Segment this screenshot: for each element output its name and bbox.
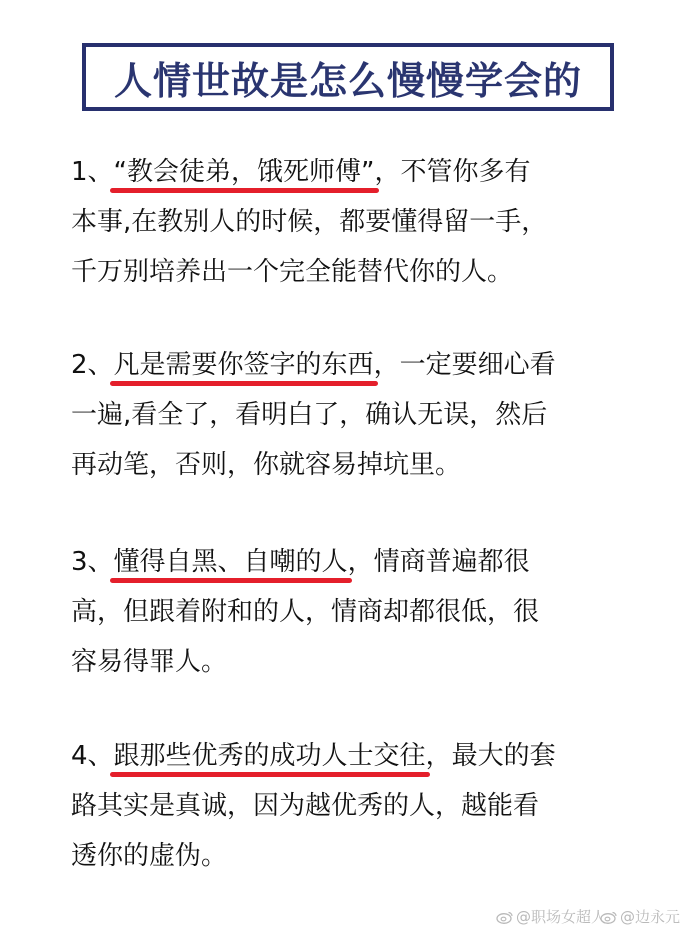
watermark-left bbox=[496, 906, 606, 927]
item-line-1 bbox=[71, 731, 636, 781]
list-item bbox=[71, 147, 636, 297]
highlight-phrase bbox=[114, 147, 375, 197]
watermark-right bbox=[600, 906, 680, 927]
item-line-2: 本事,在教别人的时候，都要懂得留一手， bbox=[71, 207, 548, 237]
item-number: 3、 bbox=[71, 547, 114, 577]
item-line-1-rest: ，一定要细心看 bbox=[373, 350, 556, 380]
highlight-text: 凡是需要你签字的东西 bbox=[113, 350, 374, 380]
list-item bbox=[71, 537, 636, 687]
highlight-text: 跟那些优秀的成功人士交往 bbox=[113, 741, 426, 771]
item-line-2: 一遍,看全了，看明白了，确认无误，然后 bbox=[71, 400, 548, 430]
highlight-phrase bbox=[114, 537, 348, 587]
item-line-3: 容易得罪人。 bbox=[71, 647, 228, 677]
item-line-2: 路其实是真诚，因为越优秀的人，越能看 bbox=[71, 791, 540, 821]
item-line-1 bbox=[71, 537, 636, 587]
highlight-text: “教会徒弟，饿死师傅” bbox=[113, 157, 375, 187]
item-line-3: 千万别培养出一个完全能替代你的人。 bbox=[71, 257, 514, 287]
red-underline bbox=[110, 578, 352, 583]
item-line-3: 透你的虚伪。 bbox=[71, 841, 228, 871]
red-underline bbox=[110, 772, 430, 777]
highlight-text: 懂得自黑、自嘲的人 bbox=[113, 547, 348, 577]
item-number: 4、 bbox=[71, 741, 114, 771]
item-number: 1、 bbox=[71, 157, 114, 187]
watermark-right-text: @边永元 bbox=[620, 908, 681, 926]
weibo-icon bbox=[600, 910, 618, 924]
highlight-phrase bbox=[114, 340, 374, 390]
item-line-2: 高，但跟着附和的人，情商却都很低，很 bbox=[71, 597, 540, 627]
item-line-1 bbox=[71, 147, 636, 197]
item-line-1-rest: ，情商普遍都很 bbox=[347, 547, 530, 577]
item-line-3: 再动笔，否则，你就容易掉坑里。 bbox=[71, 450, 462, 480]
weibo-icon bbox=[496, 910, 514, 924]
item-line-1 bbox=[71, 340, 636, 390]
watermark-left-text: @职场女超人 bbox=[516, 908, 607, 926]
item-number: 2、 bbox=[71, 350, 114, 380]
highlight-phrase bbox=[114, 731, 426, 781]
item-line-1-rest: ，最大的套 bbox=[425, 741, 556, 771]
page-title: 人情世故是怎么慢慢学会的 bbox=[113, 58, 582, 103]
red-underline bbox=[110, 188, 379, 193]
list-item bbox=[71, 340, 636, 490]
item-line-1-rest: ，不管你多有 bbox=[374, 157, 531, 187]
title-banner bbox=[82, 43, 614, 111]
list-item bbox=[71, 731, 636, 881]
red-underline bbox=[110, 381, 378, 386]
